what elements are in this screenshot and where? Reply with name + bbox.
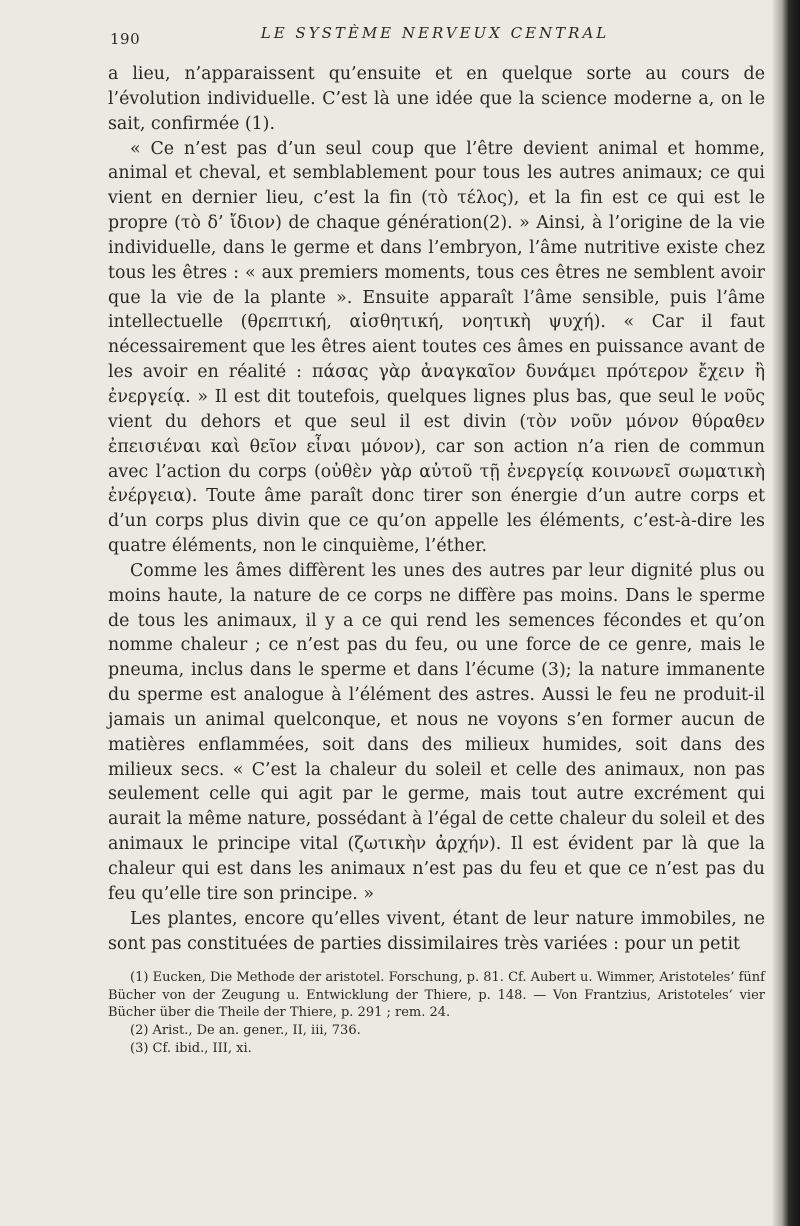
footnote-3: (3) Cf. ibid., III, xi. [130,1040,252,1056]
page-number: 190 [110,30,141,48]
footnote-1: (1) Eucken, Die Methode der aristotel. Forschung, p. 81. Cf. Aubert u. Wimmer, Aristoteles’ fünf Bücher von der Zeugung u. Entwicklung der Thiere, p. 148. — Von Frantzius, Aristoteles’ vier Bücher über die Theile der Thiere, p. 291 ; rem. 24. [108,970,765,1021]
running-title: LE SYSTÈME NERVEUX CENTRAL [260,24,610,42]
page-edge-shadow [772,0,800,1226]
paragraph-continuation: a lieu, n’apparaissent qu’ensuite et en quelque sorte au cours de l’évolution individuelle. C’est là une idée que la science moderne a, on le sait, confirmée (1). [108,64,765,134]
page-header [110,24,760,48]
paragraph-quotation: « Ce n’est pas d’un seul coup que l’être devient animal et homme, animal et cheval, et semblablement pour tous les autres animaux; ce qui vient en dernier lieu, c’est la fin (τὸ τέλος), et la fin est ce qui est le propre (τὸ δ’ ἴδιον) de chaque génération(2). » Ainsi, à l’origine de la vie individuelle, dans le germe et dans l’embryon, l’âme nutritive existe chez tous les êtres : « aux premiers moments, tous ces êtres ne semblent avoir que la vie de la plante ». Ensuite apparaît l’âme sensible, puis l’âme intellectuelle (θρεπτική, αἰσθητική, νοητικὴ ψυχή). « Car il faut nécessairement que les êtres aient toutes ces âmes en puissance avant de les avoir en réalité : πάσας γὰρ ἀναγκαῖον δυνάμει πρότερον ἔχειν ἢ ἐνεργείᾳ. » Il est dit toutefois, quelques lignes plus bas, que seul le νοῦς vient du dehors et que seul il est divin (τὸν νοῦν μόνον θύραθεν ἐπεισιέναι καὶ θεῖον εἶναι μόνον), car son action n’a rien de commun avec l’action du corps (οὐθὲν γὰρ αὐτοῦ τῇ ἐνεργείᾳ κοινωνεῖ σωματικὴ ἐνέργεια). Toute âme paraît donc tirer son énergie d’un autre corps et d’un corps plus divin que ce qu’on appelle les éléments, c’est-à-dire les quatre éléments, non le cinquième, l’éther. [108,138,765,557]
paragraph-plants: Les plantes, encore qu’elles vivent, étant de leur nature immobiles, ne sont pas constituées de parties dissimilaires très variées : pour un petit [108,908,765,954]
footnotes [108,969,765,1058]
paragraph-souls: Comme les âmes diffèrent les unes des autres par leur dignité plus ou moins haute, la nature de ce corps ne diffère pas moins. Dans le sperme de tous les animaux, il y a ce qui rend les semences fécondes et qu’on nomme chaleur ; ce n’est pas du feu, ou une force de ce genre, mais le pneuma, inclus dans le sperme et dans l’écume (3); la nature immanente du sperme est analogue à l’élément des astres. Aussi le feu ne produit-il jamais un animal quelconque, et nous ne voyons s’en former aucun de matières enflammées, soit dans des milieux humides, soit dans des milieux secs. « C’est la chaleur du soleil et celle des animaux, non pas seulement celle qui agit par le germe, mais tout autre excrément qui aurait la même nature, possédant à l’égal de cette chaleur du soleil et des animaux le principe vital (ζωτικὴν ἀρχήν). Il est évident par là que la chaleur qui est dans les animaux n’est pas du feu et que ce n’est pas du feu qu’elle tire son principe. » [108,560,765,904]
body-text [108,62,765,956]
footnote-2: (2) Arist., De an. gener., II, iii, 736. [130,1023,361,1039]
